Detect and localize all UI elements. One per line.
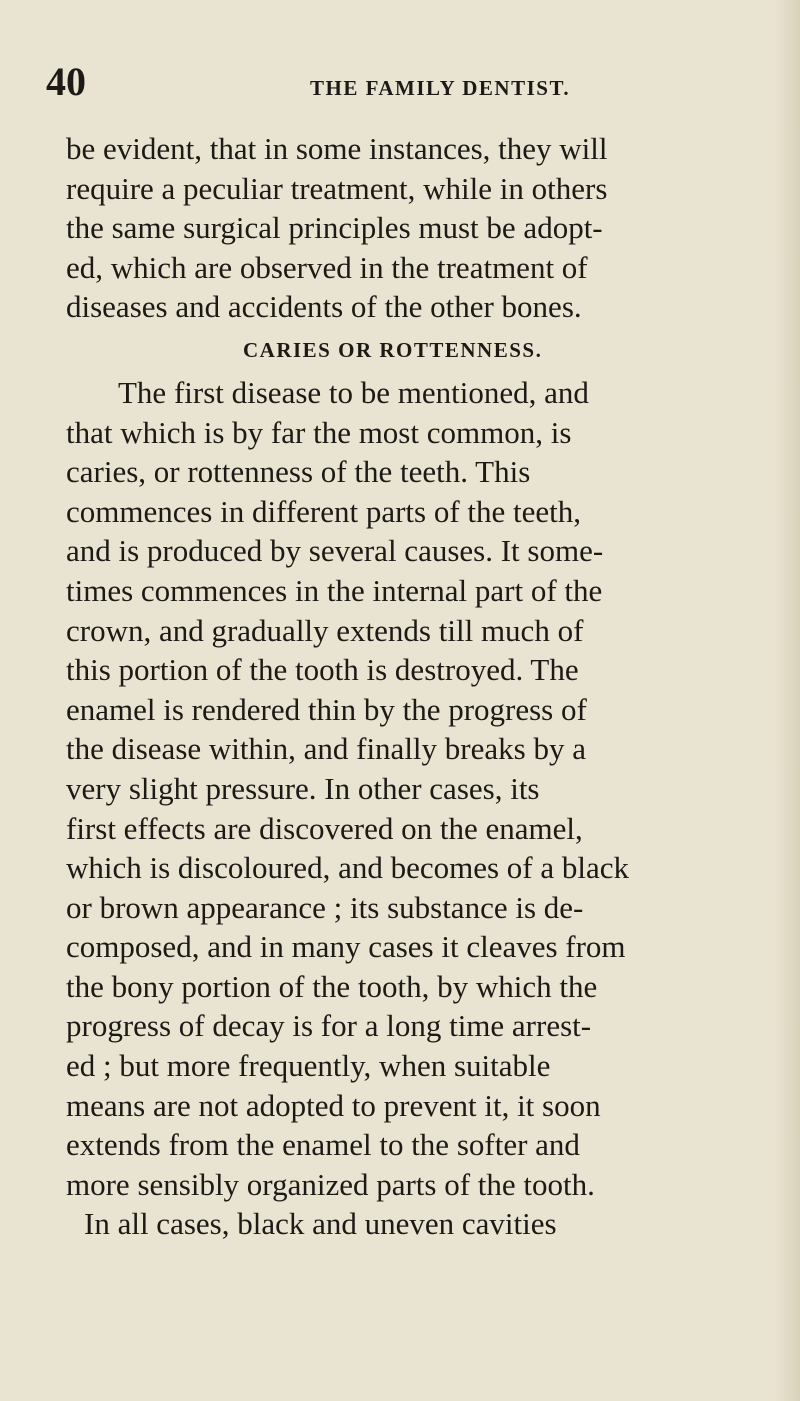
text-line: more sensibly organized parts of the tooth. <box>66 1166 595 1202</box>
text-line: crown, and gradually extends till much of <box>66 612 584 648</box>
text-line: the same surgical principles must be adopt- <box>66 210 603 246</box>
text-line: that which is by far the most common, is <box>66 414 572 450</box>
text-line: means are not adopted to prevent it, it soon <box>66 1087 601 1123</box>
text-line: ed ; but more frequently, when suitable <box>66 1048 551 1084</box>
text-line: first effects are discovered on the enamel, <box>66 810 583 846</box>
text-line: the disease within, and finally breaks by a <box>66 731 586 767</box>
running-head: THE FAMILY DENTIST. <box>310 76 571 100</box>
text-line: very slight pressure. In other cases, its <box>66 770 540 806</box>
text-line: times commences in the internal part of the <box>66 572 603 608</box>
text-line: this portion of the tooth is destroyed. The <box>66 652 579 688</box>
text-line: ed, which are observed in the treatment of <box>66 249 588 285</box>
page-header <box>46 59 766 112</box>
text-line: extends from the enamel to the softer and <box>66 1127 580 1163</box>
text-line: enamel is rendered thin by the progress of <box>66 691 587 727</box>
text-line: In all cases, black and uneven cavities <box>84 1206 557 1242</box>
body-text <box>66 129 796 1244</box>
text-line: and is produced by several causes. It some- <box>66 533 604 569</box>
text-line: require a peculiar treatment, while in others <box>66 170 608 206</box>
text-line: be evident, that in some instances, they will <box>66 131 608 166</box>
text-line: The first disease to be mentioned, and <box>118 374 589 410</box>
text-line: caries, or rottenness of the teeth. This <box>66 454 531 490</box>
text-line: composed, and in many cases it cleaves from <box>66 929 626 965</box>
page-number: 40 <box>46 59 86 104</box>
text-line: progress of decay is for a long time arrest- <box>66 1008 592 1044</box>
text-line: the bony portion of the tooth, by which the <box>66 968 598 1004</box>
text-line: or brown appearance ; its substance is de- <box>66 889 584 925</box>
section-heading: CARIES OR ROTTENNESS. <box>243 337 543 362</box>
text-line: which is discoloured, and becomes of a black <box>66 850 629 886</box>
text-line: diseases and accidents of the other bones. <box>66 289 582 325</box>
text-line: commences in different parts of the teeth, <box>66 493 582 529</box>
